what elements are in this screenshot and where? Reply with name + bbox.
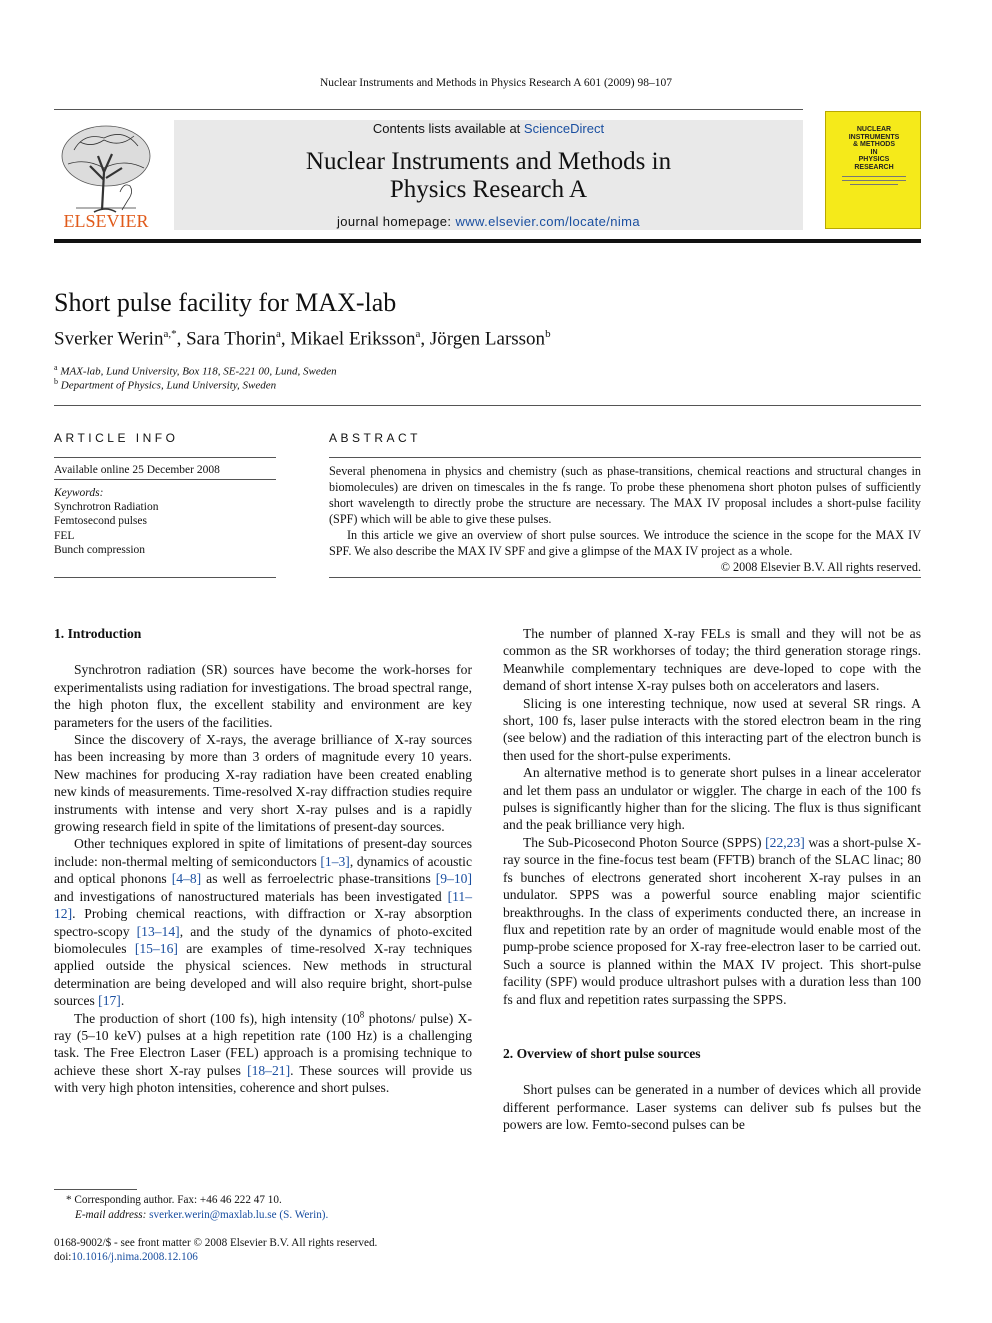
- keyword: Femtosecond pulses: [54, 515, 147, 528]
- homepage-link[interactable]: www.elsevier.com/locate/nima: [455, 214, 641, 229]
- email-link[interactable]: sverker.werin@maxlab.lu.se (S. Werin).: [149, 1209, 329, 1221]
- corresponding-author-note: * Corresponding author. Fax: +46 46 222 47 10.: [66, 1194, 282, 1206]
- divider: [54, 479, 276, 480]
- body-right-column: [503, 625, 921, 1134]
- doi-line: doi:10.1016/j.nima.2008.12.106: [54, 1251, 198, 1263]
- cover-line: [850, 184, 898, 185]
- svg-text:ELSEVIER: ELSEVIER: [63, 211, 149, 231]
- paragraph: The number of planned X-ray FELs is small and they will not be as common as the SR workhorses of today; the third generation storage rings. Meanwhile complementary techniques are deve-loped to cope with the demand of short intense X-ray pulses both on accelerators and lasers.: [503, 626, 921, 694]
- paragraph: Slicing is one interesting technique, now used at several SR rings. A short, 100 fs, laser pulse interacts with the stored electron beam in the ring (see below) and the radiation of this interacting part of the electron bunch is then used for the short-pulse experiments.: [503, 695, 921, 763]
- citation-link[interactable]: [15–16]: [134, 940, 178, 956]
- journal-banner: [174, 120, 803, 230]
- keyword: Synchrotron Radiation: [54, 501, 159, 514]
- email-note: E-mail address: sverker.werin@maxlab.lu.se (S. Werin).: [75, 1209, 329, 1221]
- divider: [54, 457, 276, 458]
- paragraph: Other techniques explored in spite of limitations of present-day sources include: non-thermal melting of semiconductors [1–3], dynamics of acoustic and optical phonons [4–8] as well as ferroelectric phase-transitions [9–10] and investigations of nanostructured materials has been investigated [11–12]. Probing chemical reactions, with diffraction or X-ray absorption spectro-scopy [13–14], and the study of the dynamics of photo-excited biomolecules [15–16] are examples of time-resolved X-ray techniques applied outside the physical sciences. New methods in structural determination are being developed and will also require bright, short-pulse sources [17].: [54, 836, 472, 1009]
- section-heading: 2. Overview of short pulse sources: [503, 1045, 701, 1061]
- header-rule: [54, 109, 803, 110]
- sciencedirect-link[interactable]: ScienceDirect: [523, 121, 605, 136]
- cover-line: [842, 176, 906, 177]
- cover-line: [842, 180, 906, 181]
- author-list: Sverker Werin$^{a,*}$, Sara Thorin$^a$, Mikael Eriksson$^a$, Jörgen Larsson$^b$: [54, 328, 551, 350]
- affiliation: $^a$ MAX-lab, Lund University, Box 118, SE-221 00, Lund, Sweden: [54, 363, 337, 378]
- running-head: Nuclear Instruments and Methods in Physics Research A 601 (2009) 98–107: [320, 77, 672, 89]
- keyword: FEL: [54, 529, 75, 542]
- paragraph: Since the discovery of X-rays, the average brilliance of X-ray sources has been increasing by more than 3 orders of magnitude every 10 years. New machines for producing X-ray radiation have been created enabling new kinds of measurements. Time-resolved X-ray diffraction studies require instruments with intense and very short X-ray pulses and is a rapidly growing research field in spite of the limitations of present-day sources.: [54, 732, 472, 835]
- paragraph: The production of short (100 fs), high intensity ($10^8$ photons/ pulse) X-ray (5–10 keV) pulses at a high repetition rate (100 Hz) is a challenging task. The Free Electron Laser (FEL) approach is a promising technique to achieve these short X-ray pulses [18–21]. These sources will provide us with very high photon intensities, coherence and short pulses.: [54, 1009, 472, 1096]
- issn-line: 0168-9002/$ - see front matter © 2008 Elsevier B.V. All rights reserved.: [54, 1237, 378, 1249]
- journal-title: Nuclear Instruments and Methods in Physics Research A: [305, 148, 672, 203]
- article-title: Short pulse facility for MAX-lab: [54, 288, 397, 317]
- doi-link[interactable]: 10.1016/j.nima.2008.12.106: [71, 1251, 198, 1263]
- paragraph: The Sub-Picosecond Photon Source (SPPS) [22,23] was a short-pulse X-ray source in the fine-focus test beam (FFTB) branch of the SLAC linac; 80 fs bunches of electrons generated short incoherent X-ray pulses in an undulator. SPPS was a powerful source enabling major scientific breakthroughs. In the class of experiments conducted there, an increase in flux and repetition rate by an order of magnitude would enable most of the pump-probe science proposed for X-ray free-electron laser to be carried out. Such a source is planned within the MAX IV project. This short-pulse facility (SPF) would produce ultrashort pulses with a duration less than 100 fs and flux and repetition rates surpassing the SPPS.: [503, 834, 921, 1007]
- header-thick-rule: [54, 239, 921, 243]
- tree-icon: [54, 120, 158, 232]
- citation-link[interactable]: [1–3]: [320, 853, 350, 869]
- copyright: © 2008 Elsevier B.V. All rights reserved.: [720, 560, 921, 574]
- contents-line: Contents lists available at ScienceDirect: [372, 121, 605, 136]
- citation-link[interactable]: [18–21]: [247, 1062, 291, 1078]
- section-heading: 1. Introduction: [54, 626, 142, 641]
- affiliation: $^b$ Department of Physics, Lund University, Sweden: [54, 377, 277, 392]
- footnote-rule: [54, 1189, 137, 1190]
- journal-homepage: journal homepage: www.elsevier.com/locate/nima: [336, 214, 641, 229]
- keyword: Bunch compression: [54, 543, 146, 556]
- citation-link[interactable]: [22,23]: [765, 834, 805, 850]
- divider: [54, 405, 921, 406]
- divider: [329, 457, 921, 458]
- author-name: Sverker Werin: [54, 328, 164, 350]
- article-info-heading: ARTICLE INFO: [54, 431, 179, 445]
- journal-cover: [825, 111, 921, 229]
- abstract-heading: ABSTRACT: [329, 431, 422, 445]
- elsevier-logo: [54, 120, 158, 232]
- citation-link[interactable]: [17]: [98, 993, 121, 1009]
- citation-link[interactable]: [9–10]: [435, 871, 472, 887]
- citation-link[interactable]: [4–8]: [171, 871, 202, 887]
- keywords: Keywords: Synchrotron Radiation Femtosecond pulses FEL Bunch compression: [54, 487, 159, 556]
- abstract-body: Several phenomena in physics and chemistry (such as phase-transitions, chemical reactions and structural changes in biomolecules) are driven on timescales in the fs range. To probe these phenomena short photon pulses of sufficiently short wavelength to directly probe the structure are necessary. The MAX IV proposal includes a short-pulse facility (SPF) which will be able to give these pulses. In this article we give an overview of short pulse sources. We introduce the science in the scope for the MAX IV SPF. We also describe the MAX IV SPF and give a glimpse of the MAX IV project as a whole. © 2008 Elsevier B.V. All rights reserved.: [329, 464, 921, 574]
- author-name: Sara Thorin: [186, 328, 276, 350]
- divider: [54, 577, 276, 578]
- paragraph: An alternative method is to generate short pulses in a linear accelerator and let them pass an undulator or wiggler. The charge in each of the 100 fs pulses is significantly higher than for the slicing. The flux is thus significant and the peak brilliance very high.: [503, 765, 921, 833]
- body-left-column: [54, 625, 472, 1097]
- citation-link[interactable]: [11–12]: [54, 888, 472, 922]
- cover-title: NUCLEAR INSTRUMENTS & METHODS IN PHYSICS RESEARCH: [848, 126, 900, 171]
- paragraph: Short pulses can be generated in a number of devices which all provide different performance. Laser systems can deliver sub fs pulses but the powers are low. Femto-second pulses can be: [503, 1082, 921, 1133]
- author-name: Jörgen Larsson: [429, 328, 546, 350]
- divider: [329, 577, 921, 578]
- paragraph: Synchrotron radiation (SR) sources have become the work-horses for experimentalists using radiation for investigations. The broad spectral range, the high photon flux, the excellent stability and environment are key parameters for the users of the facilities.: [54, 662, 472, 730]
- available-online: Available online 25 December 2008: [54, 464, 220, 476]
- citation-link[interactable]: [13–14]: [136, 923, 180, 939]
- author-name: Mikael Eriksson: [290, 328, 416, 350]
